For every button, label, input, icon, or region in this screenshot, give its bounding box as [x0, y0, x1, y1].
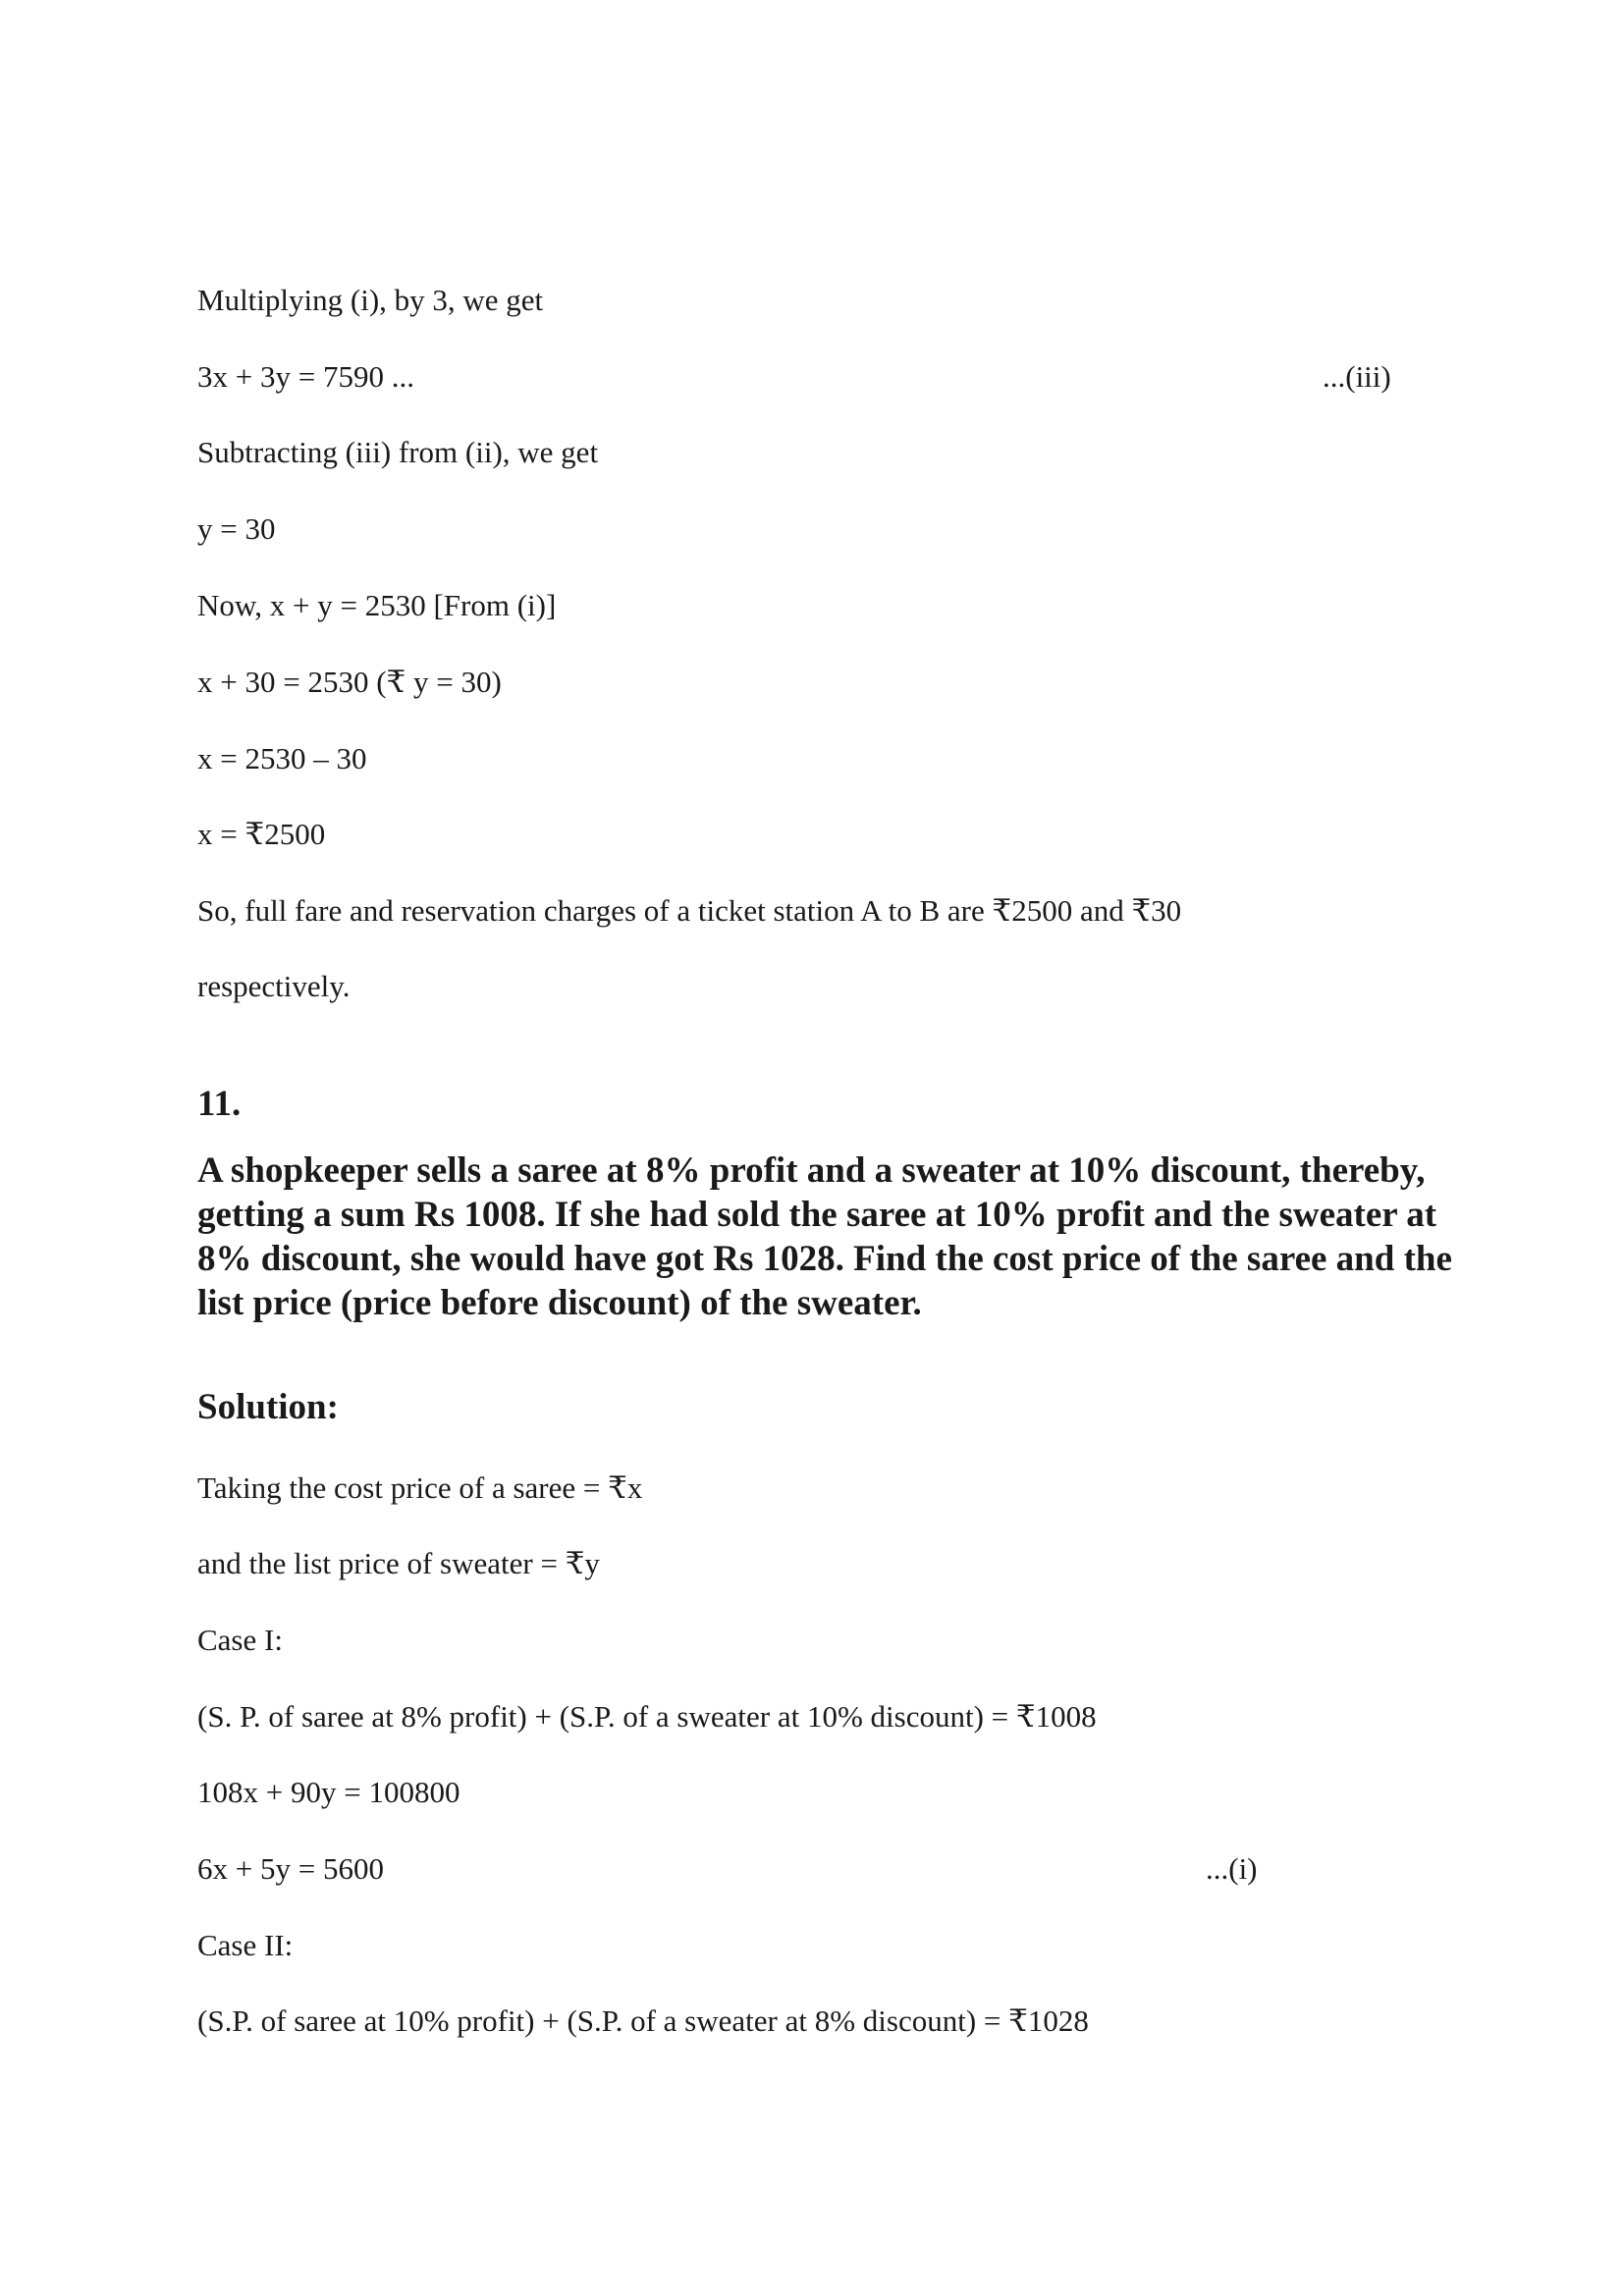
- equation-line: 6x + 5y = 5600: [197, 1851, 384, 1886]
- equation-line: Now, x + y = 2530 [From (i)]: [197, 588, 557, 622]
- conclusion-line: So, full fare and reservation charges of a ticket station A to B are ₹2500 and ₹30: [197, 893, 1182, 928]
- text-line: Subtracting (iii) from (ii), we get: [197, 435, 599, 469]
- equation-line: x = ₹2500: [197, 817, 326, 851]
- equation-reference: ...(i): [1206, 1851, 1258, 1886]
- equation-line: 108x + 90y = 100800: [197, 1775, 460, 1809]
- equation-line: (S.P. of saree at 10% profit) + (S.P. of a sweater at 8% discount) = ₹1028: [197, 2003, 1089, 2038]
- question-text: A shopkeeper sells a saree at 8% profit and a sweater at 10% discount, thereby, getting a sum Rs 1008. If she had sold the saree at 10% profit and the sweater at 8% discount, she would have got Rs 1028. Find the cost price of the saree and the list price (price before discount) of the sweater.: [197, 1150, 1452, 1323]
- equation-line: x + 30 = 2530 (₹ y = 30): [197, 665, 502, 699]
- text-line: Taking the cost price of a saree = ₹x: [197, 1470, 643, 1505]
- text-line: Multiplying (i), by 3, we get: [197, 283, 544, 317]
- question-number: 11.: [197, 1084, 242, 1124]
- case-label: Case I:: [197, 1623, 283, 1657]
- equation-reference: ...(iii): [1323, 359, 1391, 394]
- solution-heading: Solution:: [197, 1387, 339, 1427]
- conclusion-line: respectively.: [197, 969, 351, 1003]
- equation-line: 3x + 3y = 7590 ...: [197, 359, 414, 394]
- text-line: and the list price of sweater = ₹y: [197, 1546, 600, 1580]
- equation-line: (S. P. of saree at 8% profit) + (S.P. of a sweater at 10% discount) = ₹1008: [197, 1699, 1097, 1734]
- case-label: Case II:: [197, 1928, 294, 1962]
- equation-line: x = 2530 – 30: [197, 741, 367, 775]
- equation-line: y = 30: [197, 511, 276, 546]
